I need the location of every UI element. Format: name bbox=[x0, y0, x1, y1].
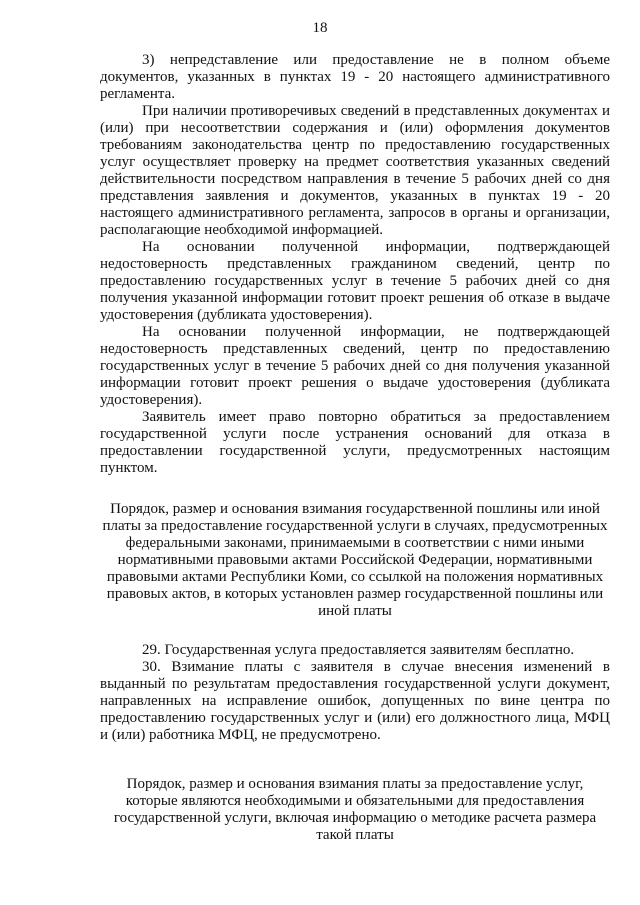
paragraph-item-3: 3) непредставление или предоставление не в полном объеме документов, указанных в пунктах 19 - 20 настоящего административного регламента. bbox=[100, 52, 610, 102]
section-heading-state-fee: Порядок, размер и основания взимания государственной пошлины или иной платы за предоставление государственной услуги в случаях, предусмотренных федеральными законами, принимаемыми в соответствии с ними иными нормативными правовыми актами Российской Федерации, нормативными правовыми актами Республики Коми, со ссылкой на положения нормативных правовых актов, в которых установлен размер государственной пошлины или иной платы bbox=[102, 501, 608, 619]
paragraph-item-29: 29. Государственная услуга предоставляется заявителям бесплатно. bbox=[142, 642, 575, 658]
paragraph-refusal-basis: На основании полученной информации, подтверждающей недостоверность представленных гражданином сведений, центр по предоставлению государственных услуг в течение 5 рабочих дней со дня получения указанной информации готовит проект решения об отказе в выдаче удостоверения (дубликата удостоверения). bbox=[100, 239, 610, 323]
page-number: 18 bbox=[312, 20, 328, 36]
paragraph-item-30: 30. Взимание платы с заявителя в случае внесения изменений в выданный по результатам предоставления государственной услуги документ, направленных на исправление ошибок, допущенных по вине центра по предоставлению государственных услуг и (или) его должностного лица, МФЦ и (или) работника МФЦ, не предусмотрено. bbox=[100, 659, 610, 743]
paragraph-contradictory-info: При наличии противоречивых сведений в представленных документах и (или) при несоответствии содержания и (или) оформления документов требованиям законодательства центр по предоставлению государственных услуг осуществляет проверку на предмет соответствия указанных сведений действительности посредством направления в течение 5 рабочих дней со дня представления заявления и документов, указанных в пунктах 19 - 20 настоящего административного регламента, запросов в органы и организации, располагающие необходимой информацией. bbox=[100, 103, 610, 238]
paragraph-reapply-right: Заявитель имеет право повторно обратиться за предоставлением государственной услуги после устранения оснований для отказа в предоставлении государственной услуги, предусмотренных настоящим пунктом. bbox=[100, 409, 610, 476]
paragraph-issue-basis: На основании полученной информации, не подтверждающей недостоверность представленных сведений, центр по предоставлению государственных услуг в течение 5 рабочих дней со дня получения указанной информации готовит проект решения о выдаче удостоверения (дубликата удостоверения). bbox=[100, 324, 610, 408]
section-heading-service-fee: Порядок, размер и основания взимания платы за предоставление услуг, которые являются необходимыми и обязательными для предоставления государственной услуги, включая информацию о методике расчета размера такой платы bbox=[113, 776, 597, 843]
document-body bbox=[100, 52, 610, 844]
